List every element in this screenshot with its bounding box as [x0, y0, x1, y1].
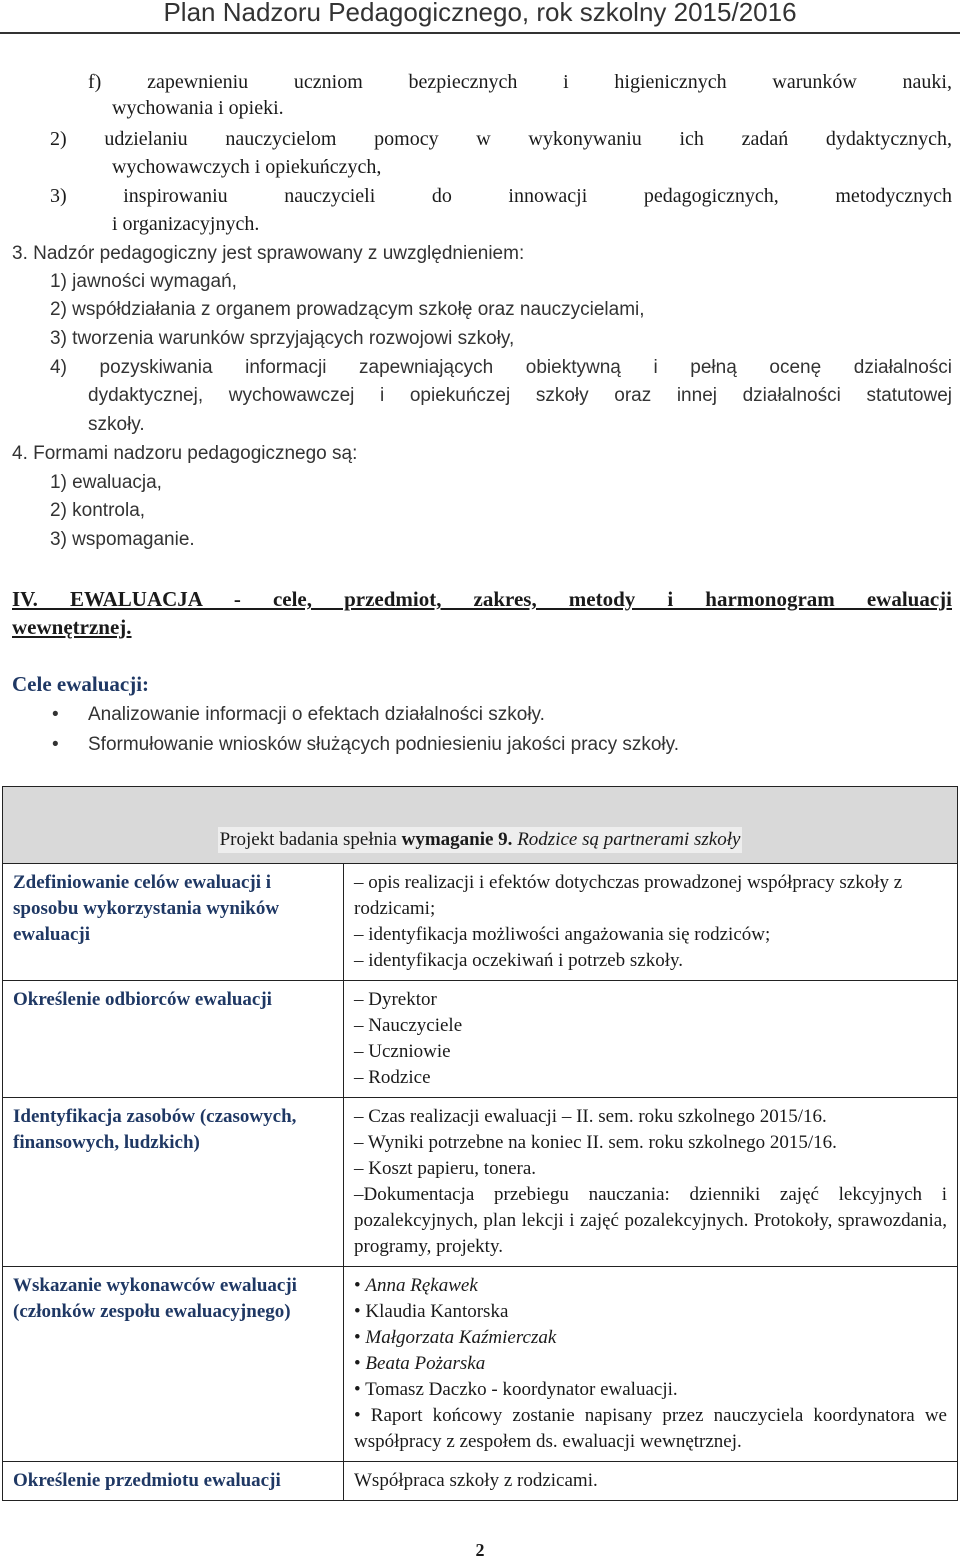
evaluation-table	[2, 786, 958, 1501]
list-item: 1) ewaluacja,	[50, 472, 162, 493]
table-row	[3, 1098, 958, 1267]
text-line: 2) udzielaniu nauczycielom pomocy w wykonywaniu ich zadań dydaktycznych,	[50, 128, 952, 150]
team-member: • Anna Rękawek	[354, 1275, 478, 1296]
dash-item: – opis realizacji i efektów dotychczas prowadzonej współpracy szkoły z rodzicami;	[354, 870, 947, 922]
row-label: Określenie przedmiotu ewaluacji	[3, 1462, 344, 1501]
table-row	[3, 1267, 958, 1462]
team-member: • Tomasz Daczko - koordynator ewaluacji.	[354, 1379, 678, 1400]
team-member-name: Tomasz Daczko - koordynator ewaluacji.	[365, 1379, 678, 1400]
report-note-text: Raport końcowy zostanie napisany przez nauczyciela koordynatora we współpracy z zespołem ds. ewaluacji wewnętrznej.	[354, 1405, 947, 1452]
team-member-name: Klaudia Kantorska	[365, 1301, 509, 1322]
project-text	[218, 827, 743, 853]
team-member-name: Beata Pożarska	[365, 1353, 486, 1374]
row-content	[344, 1098, 958, 1267]
documentation-text: –Dokumentacja przebiegu nauczania: dzienniki zajęć lekcyjnych i pozalekcyjnych, plan lekcji i zajęć pozalekcyjnych. Protokoły, sprawozdania, programy, projekty.	[354, 1184, 947, 1257]
text-line: wychowawczych i opiekuńczych,	[112, 156, 382, 178]
list-item-cont: szkoły.	[88, 414, 145, 435]
team-member: • Beata Pożarska	[354, 1353, 486, 1374]
bullet-item: • Analizowanie informacji o efektach działalności szkoły.	[88, 703, 545, 727]
row-label: Zdefiniowanie celów ewaluacji i sposobu wykorzystania wyników ewaluacji	[3, 864, 344, 981]
section-iv-heading-cont: wewnętrznej.	[12, 615, 132, 639]
row-label: Identyfikacja zasobów (czasowych, finansowych, ludzkich)	[3, 1098, 344, 1267]
dash-item: – Rodzice	[354, 1065, 947, 1091]
team-member: • Klaudia Kantorska	[354, 1301, 509, 1322]
row-content	[344, 1267, 958, 1462]
dash-item: – Dyrektor	[354, 987, 947, 1013]
text-line: 3) inspirowaniu nauczycieli do innowacji pedagogicznych, metodycznych	[50, 185, 952, 207]
section3-title: 3. Nadzór pedagogiczny jest sprawowany z uwzględnieniem:	[12, 243, 525, 264]
list-item: 1) jawności wymagań,	[50, 271, 237, 292]
table-row	[3, 787, 958, 864]
text-line: wychowania i opieki.	[112, 97, 284, 119]
list-item: 2) kontrola,	[50, 500, 146, 521]
page-header-title: Plan Nadzoru Pedagogicznego, rok szkolny 2015/2016	[163, 0, 797, 27]
report-note: • Raport końcowy zostanie napisany przez nauczyciela koordynatora we współpracy z zespołem ds. ewaluacji wewnętrznej.	[354, 1405, 947, 1452]
list-item-cont: dydaktycznej, wychowawczej i opiekuńczej szkoły oraz innej działalności statutowej	[88, 385, 952, 406]
dash-item: – Wyniki potrzebne na koniec II. sem. roku szkolnego 2015/16.	[354, 1130, 947, 1156]
cele-title: Cele ewaluacji:	[12, 672, 150, 696]
row-label: Wskazanie wykonawców ewaluacji (członków zespołu ewaluacyjnego)	[3, 1267, 344, 1462]
list-item: 4) pozyskiwania informacji zapewniających obiektywną i pełną ocenę działalności	[50, 357, 952, 378]
list-item: 3) tworzenia warunków sprzyjających rozwojowi szkoły,	[50, 328, 515, 349]
text-line: i organizacyjnych.	[112, 213, 260, 235]
project-cell	[3, 787, 958, 864]
dash-item: – identyfikacja możliwości angażowania się rodziców;	[354, 922, 947, 948]
section4-title: 4. Formami nadzoru pedagogicznego są:	[12, 443, 358, 464]
list-item: 3) wspomaganie.	[50, 529, 195, 550]
team-member-name: Anna Rękawek	[365, 1275, 478, 1296]
dash-item: – Koszt papieru, tonera.	[354, 1156, 947, 1182]
table-row	[3, 864, 958, 981]
dash-item: – Uczniowie	[354, 1039, 947, 1065]
row-label: Określenie odbiorców ewaluacji	[3, 981, 344, 1098]
bullet-item: • Sformułowanie wniosków służących podniesieniu jakości pracy szkoły.	[88, 733, 679, 757]
project-requirement-title: Rodzice są partnerami szkoły	[512, 829, 741, 850]
team-member: • Małgorzata Kaźmierczak	[354, 1327, 557, 1348]
section-iv-heading: IV. EWALUACJA - cele, przedmiot, zakres, metody i harmonogram ewaluacji	[12, 587, 952, 611]
row-content: Współpraca szkoły z rodzicami.	[344, 1462, 958, 1501]
dash-item: – Nauczyciele	[354, 1013, 947, 1039]
dash-item: – Czas realizacji ewaluacji – II. sem. roku szkolnego 2015/16.	[354, 1104, 947, 1130]
project-prefix: Projekt badania spełnia	[219, 829, 402, 850]
text-line: f) zapewnieniu uczniom bezpiecznych i higienicznych warunków nauki,	[88, 71, 952, 93]
project-requirement: wymaganie 9.	[401, 829, 513, 850]
dash-item: – identyfikacja oczekiwań i potrzeb szkoły.	[354, 948, 947, 974]
header-rule	[0, 32, 960, 34]
team-member-name: Małgorzata Kaźmierczak	[365, 1327, 557, 1348]
row-content	[344, 981, 958, 1098]
table-row	[3, 1462, 958, 1501]
table-row	[3, 981, 958, 1098]
list-item: 2) współdziałania z organem prowadzącym szkołę oraz nauczycielami,	[50, 299, 645, 320]
row-content	[344, 864, 958, 981]
page-number: 2	[475, 1540, 485, 1560]
